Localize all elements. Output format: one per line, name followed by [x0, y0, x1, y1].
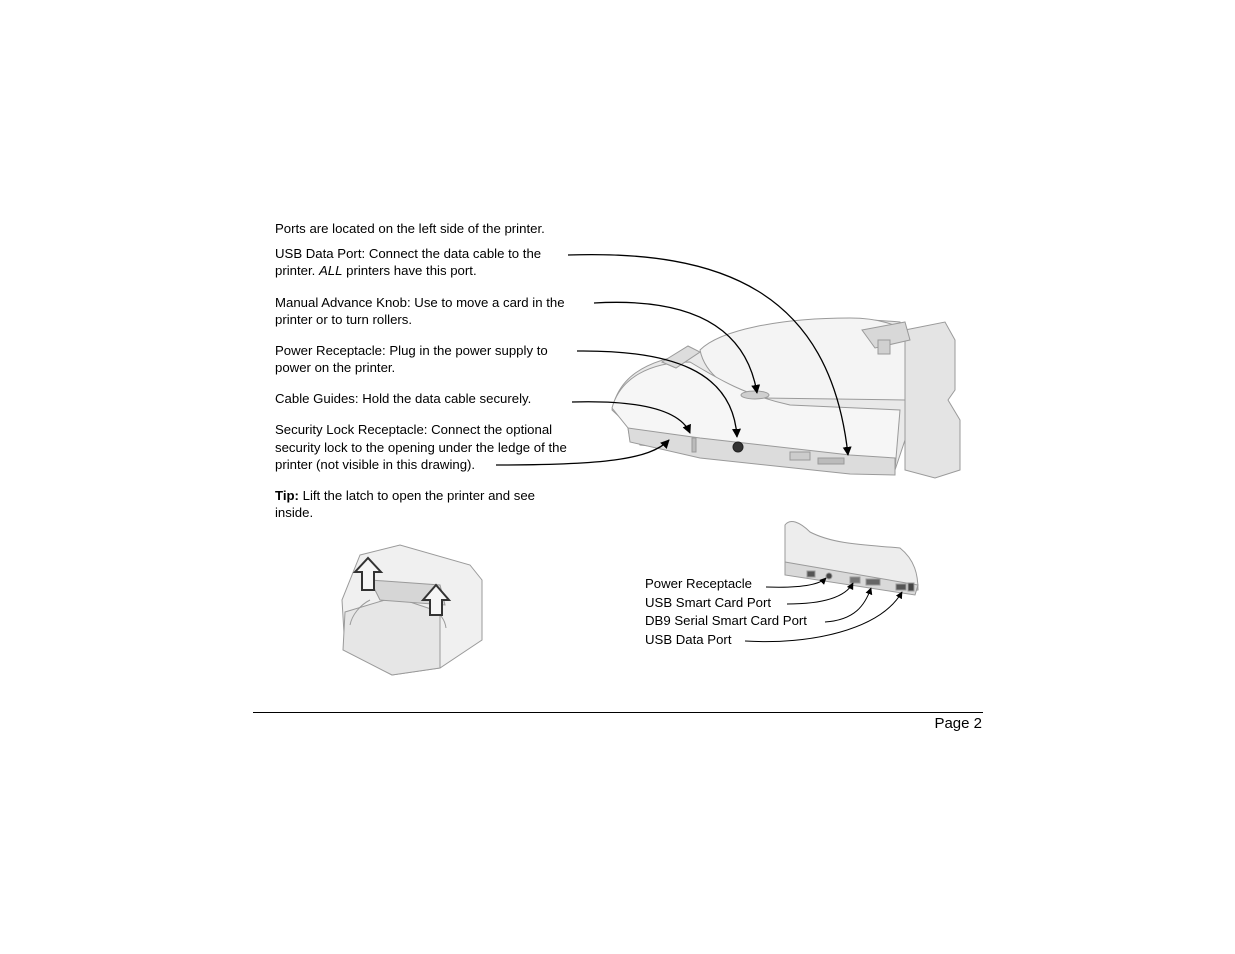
security-lock-line3: printer (not visible in this drawing).: [275, 457, 476, 472]
page-number: Page 2: [934, 715, 982, 732]
usb-data-port-line2: printer. ALL printers have this port.: [275, 263, 477, 278]
latch-illustration: [342, 545, 482, 675]
cable-guides-line1: Cable Guides: Hold the data cable securely.: [275, 391, 532, 406]
port-label-power: Power Receptacle: [645, 576, 753, 591]
security-lock-line1: Security Lock Receptacle: Connect the optional: [275, 422, 553, 437]
manual-knob-line1: Manual Advance Knob: Use to move a card in the: [275, 295, 565, 310]
tip-line2: inside.: [275, 505, 314, 520]
printer-illustration: [612, 318, 960, 478]
security-lock-line2: security lock to the opening under the ledge of the: [275, 440, 567, 455]
power-line2: power on the printer.: [275, 360, 396, 375]
port-label-usb-smart-card: USB Smart Card Port: [645, 595, 772, 610]
footer-rule: [253, 712, 983, 713]
port-panel-illustration: [785, 521, 918, 595]
port-label-usb-data: USB Data Port: [645, 632, 732, 647]
intro-text: Ports are located on the left side of the printer.: [275, 221, 545, 236]
port-label-db9-serial: DB9 Serial Smart Card Port: [645, 613, 807, 628]
power-line1: Power Receptacle: Plug in the power supply to: [275, 343, 548, 358]
usb-data-port-line1: USB Data Port: Connect the data cable to the: [275, 246, 542, 261]
tip-line1: Tip: Lift the latch to open the printer and see: [275, 488, 536, 503]
manual-knob-line2: printer or to turn rollers.: [275, 312, 413, 327]
